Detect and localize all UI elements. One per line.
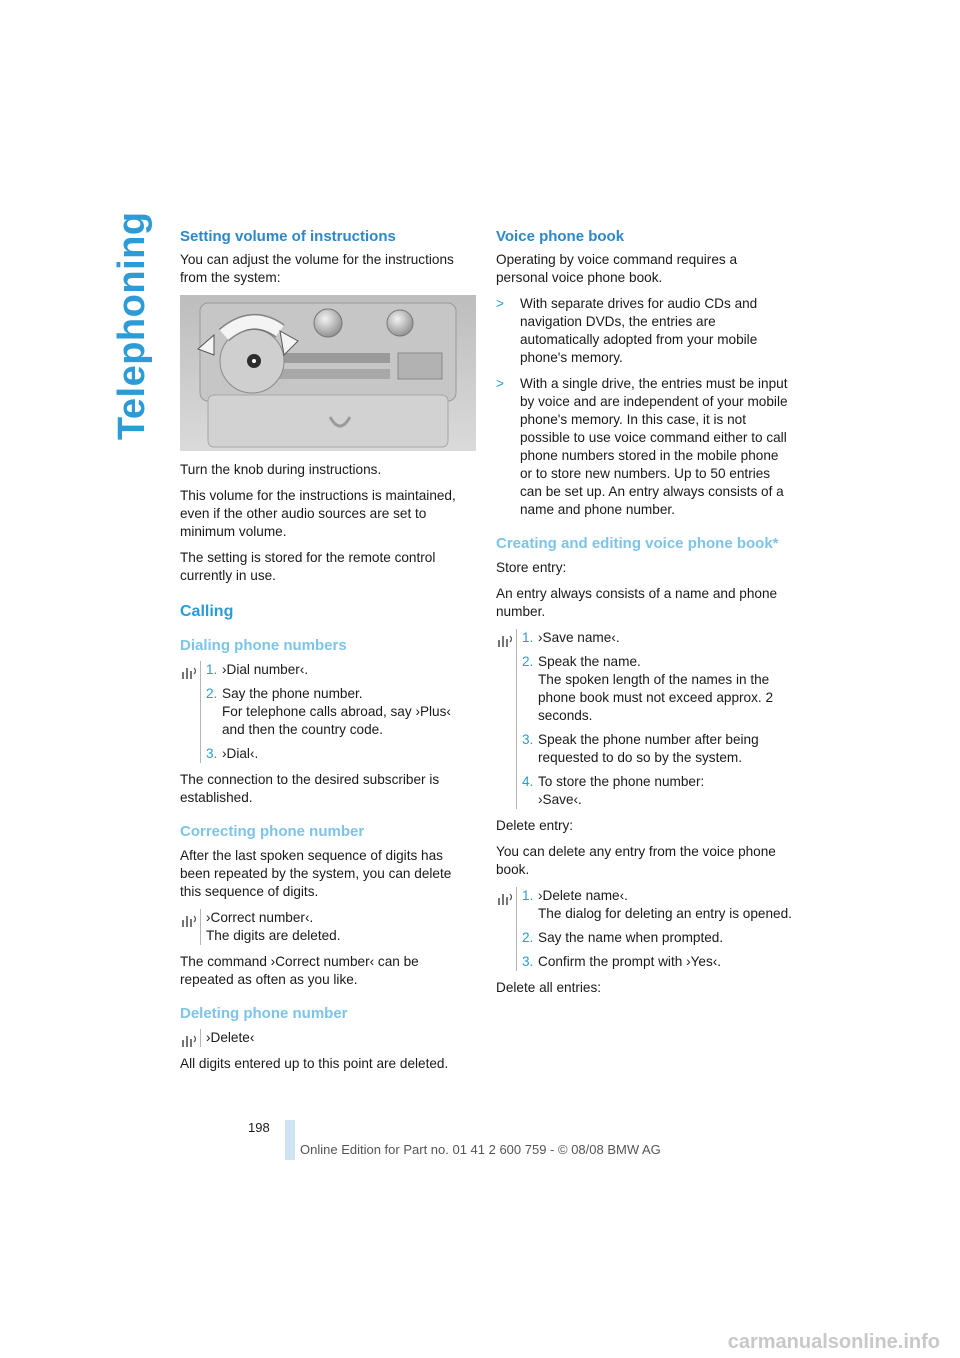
step-line: Speak the name. [538, 654, 641, 669]
step-number: 2. [206, 686, 218, 701]
step-line: ›Delete name‹. [538, 888, 628, 903]
bullet-item [496, 375, 792, 519]
dial-steps-list [206, 661, 476, 763]
correct-command-result: The digits are deleted. [206, 928, 341, 943]
step-text [538, 731, 792, 767]
bullet-text: With separate drives for audio CDs and navigation DVDs, the entries are automatically adopted from your mobile phone's memory. [520, 296, 758, 365]
step-item [522, 953, 792, 971]
voice-block-divider [200, 1029, 201, 1047]
step-item [206, 661, 476, 679]
bullet-item [496, 295, 792, 367]
delete-label: Delete entry: [496, 818, 574, 833]
footer-accent-bar [285, 1120, 295, 1160]
bullet-marker: > [496, 296, 504, 311]
voice-command-icon [496, 631, 516, 649]
voice-block-divider [200, 909, 201, 945]
voice-block-divider [200, 661, 201, 763]
delete-after: All digits entered up to this point are deleted. [180, 1056, 449, 1071]
step-text [222, 745, 476, 763]
chapter-tab [112, 210, 152, 440]
subsection-title-deleting: Deleting phone number [180, 1005, 348, 1022]
watermark: carmanualsonline.info [727, 1331, 940, 1353]
section-title-calling: Calling [180, 603, 234, 620]
step-item [206, 685, 476, 739]
step-item [522, 731, 792, 767]
step-text [538, 773, 792, 809]
store-label: Store entry: [496, 560, 567, 575]
step-item [522, 773, 792, 809]
delete-all-label: Delete all entries: [496, 980, 602, 995]
step-item [522, 929, 792, 947]
subsection-title-correcting: Correcting phone number [180, 823, 365, 840]
subsection-title-dialing: Dialing phone numbers [180, 637, 347, 654]
voice-command-block-dial [180, 661, 476, 763]
step-item [522, 653, 792, 725]
voice-command-block-delete [180, 1029, 476, 1047]
step-text [538, 653, 792, 725]
subsection-title-creating: Creating and editing voice phone book* [496, 535, 779, 552]
step-text [222, 661, 476, 679]
voice-command-icon [180, 663, 200, 681]
correct-command: ›Correct number‹. [206, 910, 314, 925]
voice-command-block-delete-entry [496, 887, 792, 971]
voice-command-icon [496, 889, 516, 907]
step-line: Say the phone number. [222, 686, 363, 701]
section-title-volume: Setting volume of instructions [180, 228, 396, 245]
step-line: The dialog for deleting an entry is opened. [538, 906, 792, 921]
vpb-bullet-list [496, 295, 792, 519]
step-number: 1. [522, 888, 534, 903]
voice-block-divider [516, 887, 517, 971]
step-number: 3. [206, 746, 218, 761]
step-number: 4. [522, 774, 534, 789]
store-intro: An entry always consists of a name and phone number. [496, 586, 778, 619]
voice-command-icon [180, 1031, 200, 1049]
step-number: 1. [206, 662, 218, 677]
delete-command: ›Delete‹ [206, 1030, 255, 1045]
step-line: ›Save name‹. [538, 630, 620, 645]
step-item [522, 887, 792, 923]
delete-steps-list [522, 887, 792, 971]
step-text [538, 953, 792, 971]
step-line: For telephone calls abroad, say ›Plus‹ [222, 704, 451, 719]
step-line: ›Dial number‹. [222, 662, 309, 677]
step-line: and then the country code. [222, 722, 383, 737]
step-line: Speak the phone number after being requested to do so by the system. [538, 732, 759, 765]
section-title-voice-phone-book: Voice phone book [496, 228, 625, 245]
step-line: To store the phone number: [538, 774, 705, 789]
voice-block-divider [516, 629, 517, 809]
step-number: 2. [522, 930, 534, 945]
step-number: 2. [522, 654, 534, 669]
step-item [206, 745, 476, 763]
voice-command-block-correct [180, 909, 476, 945]
left-column [180, 228, 476, 1081]
bullet-marker: > [496, 376, 504, 391]
step-item [522, 629, 792, 647]
step-text [538, 929, 792, 947]
edition-note: Online Edition for Part no. 01 41 2 600 759 - © 08/08 BMW AG [300, 1142, 661, 1157]
store-steps-list [522, 629, 792, 809]
page-number: 198 [248, 1120, 270, 1135]
step-text [538, 629, 792, 647]
dial-result: The connection to the desired subscriber is established. [180, 772, 440, 805]
bullet-text: With a single drive, the entries must be input by voice and are independent of your mobile phone's memory. In this case, it is not possible to use voice command either to call phone numbers stored in the mobile phone or to store new numbers. Up to 50 entries can be set up. An entry always consists of a name and phone number. [520, 376, 788, 517]
step-line: ›Save‹. [538, 792, 582, 807]
correct-after: The command ›Correct number‹ can be repeated as often as you like. [180, 954, 419, 987]
step-number: 3. [522, 954, 534, 969]
vpb-intro: Operating by voice command requires a personal voice phone book. [496, 252, 738, 285]
step-line: Confirm the prompt with ›Yes‹. [538, 954, 722, 969]
step-text [222, 685, 476, 739]
volume-text-3: The setting is stored for the remote control currently in use. [180, 550, 436, 583]
control-panel-illustration [180, 295, 476, 451]
volume-text-1: Turn the knob during instructions. [180, 462, 382, 477]
correct-intro: After the last spoken sequence of digits has been repeated by the system, you can delete this sequence of digits. [180, 848, 452, 899]
step-number: 3. [522, 732, 534, 747]
step-line: The spoken length of the names in the phone book must not exceed approx. 2 seconds. [538, 672, 774, 723]
step-number: 1. [522, 630, 534, 645]
step-line: Say the name when prompted. [538, 930, 724, 945]
chapter-tab-label: Telephoning [111, 211, 153, 440]
control-panel-photo [180, 295, 476, 451]
volume-intro: You can adjust the volume for the instructions from the system: [180, 252, 454, 285]
delete-intro: You can delete any entry from the voice phone book. [496, 844, 776, 877]
voice-command-block-store [496, 629, 792, 809]
step-text [538, 887, 792, 923]
step-line: ›Dial‹. [222, 746, 259, 761]
volume-text-2: This volume for the instructions is maintained, even if the other audio sources are set to minimum volume. [180, 488, 456, 539]
right-column [496, 228, 792, 1005]
voice-command-icon [180, 911, 200, 929]
